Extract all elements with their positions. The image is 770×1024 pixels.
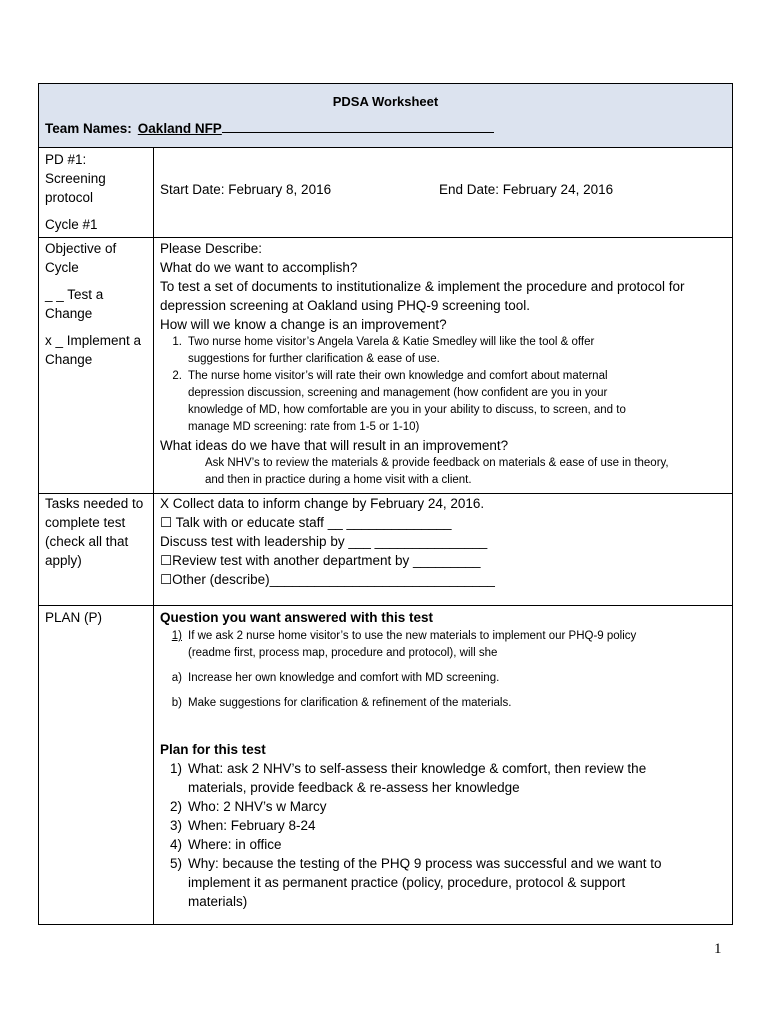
cycle-label: Cycle #1 [45, 217, 98, 232]
answer-accomplish-line: To test a set of documents to institutionalize & implement the procedure and protocol for [160, 279, 685, 294]
pd-label: PD #1: Screening protocol Cycle #1 [45, 150, 149, 234]
column-divider [153, 147, 154, 924]
plan-heading: Plan for this test [160, 742, 266, 757]
list-item: b) Make suggestions for clarification & refinement of the materials. [171, 697, 512, 709]
list-item: 1) If we ask 2 nurse home visitor’s to use the new materials to implement our PHQ-9 policy (readme first, process map, procedure and protocol), will she [171, 630, 637, 659]
objective-content [160, 239, 725, 489]
worksheet-title: PDSA Worksheet [332, 94, 439, 109]
task-talk-staff: ☐ Talk with or educate staff __ ______________ [160, 515, 452, 530]
pdsa-worksheet [38, 83, 733, 925]
objective-label: Objective of Cycle _ _ Test a Change x _ Implement a Change [45, 241, 142, 367]
team-underline [222, 132, 494, 133]
task-other: ☐Other (describe)______________________________ [160, 572, 495, 587]
tasks-label: Tasks needed to complete test (check all that apply) [45, 496, 144, 568]
list-item: 3) When: February 8-24 [169, 818, 316, 833]
list-item: 1. Two nurse home visitor’s Angela Varela & Katie Smedley will like the tool & offer suggestions for further clarification & ease of use. [172, 336, 595, 365]
please-describe: Please Describe: [160, 241, 263, 256]
task-collect-data: X Collect data to inform change by February 24, 2016. [160, 496, 485, 511]
plan-label: PLAN (P) [45, 610, 103, 625]
worksheet-header [39, 84, 732, 148]
row-divider [39, 237, 732, 238]
list-item: 5) Why: because the testing of the PHQ 9 process was successful and we want to implement it as permanent practice (policy, procedure, protocol & support materials) [169, 856, 662, 909]
question-ideas: What ideas do we have that will result in an improvement? [160, 438, 509, 453]
task-review-department: ☐Review test with another department by _________ [160, 553, 481, 568]
end-date: End Date: February 24, 2016 [439, 182, 614, 197]
team-names [45, 121, 494, 136]
tasks-content [160, 494, 725, 589]
list-item: 1) What: ask 2 NHV’s to self-assess their knowledge & comfort, then review the materials, provide feedback & re-assess her knowledge [169, 761, 647, 795]
row-divider [39, 605, 732, 606]
list-item: 2. The nurse home visitor’s will rate their own knowledge and comfort about maternal depression discussion, screening and management (how confident are you in your knowledge of MD, how comfortable are you in your ability to discuss, to screen, and to manage MD screening: rate from 1-5 or 1-10) [172, 370, 626, 433]
plan-content [160, 608, 725, 911]
answer-accomplish-line: depression screening at Oakland using PHQ-9 screening tool. [160, 298, 530, 313]
page-number: 1 [714, 941, 722, 957]
team-label: Team Names: [45, 121, 132, 136]
team-value: Oakland NFP [137, 121, 222, 136]
list-item: a) Increase her own knowledge and comfort with MD screening. [171, 672, 500, 684]
question-heading: Question you want answered with this test [160, 610, 434, 625]
question-accomplish: What do we want to accomplish? [160, 260, 358, 275]
list-item: 4) Where: in office [169, 837, 282, 852]
question-improvement: How will we know a change is an improvement? [160, 317, 447, 332]
answer-ideas: Ask NHV’s to review the materials & provide feedback on materials & ease of use in theory, and then in practice during a home visit with a client. [205, 457, 669, 486]
task-discuss-leadership: Discuss test with leadership by ___ _______________ [160, 534, 488, 549]
start-date: Start Date: February 8, 2016 [160, 182, 332, 197]
list-item: 2) Who: 2 NHV’s w Marcy [169, 799, 327, 814]
